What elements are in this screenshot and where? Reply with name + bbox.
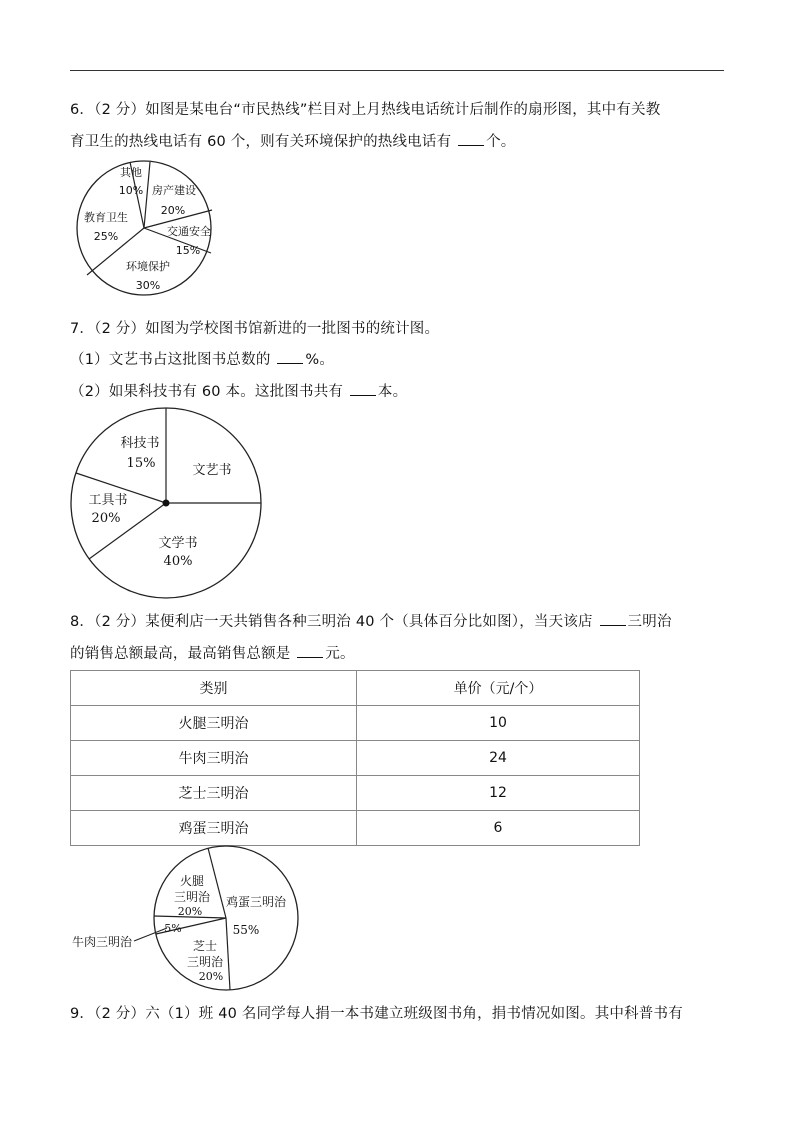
q8-pie-divider-2 bbox=[226, 918, 230, 990]
table-row bbox=[71, 811, 640, 846]
q7-text-line1: 7．（2 分）如图为学校图书馆新进的一批图书的统计图。 bbox=[70, 321, 440, 337]
q6-label-other: 其他 bbox=[120, 166, 142, 179]
q8-pie-divider-1 bbox=[208, 848, 226, 918]
table-cell-price: 10 bbox=[357, 706, 640, 741]
q8-label-ham-1: 火腿 bbox=[179, 874, 205, 888]
table-cell-price: 24 bbox=[357, 741, 640, 776]
q7-sub1 bbox=[70, 348, 334, 369]
q7-value-literature: 40% bbox=[163, 554, 193, 569]
table-cell-price: 6 bbox=[357, 811, 640, 846]
table-cell-category: 鸡蛋三明治 bbox=[71, 811, 357, 846]
q8-value-egg: 55% bbox=[232, 923, 260, 937]
q9-text-line1: 9．（2 分）六（1）班 40 名同学每人捐一本书建立班级图书角，捐书情况如图。其中科普书有 bbox=[70, 1006, 683, 1022]
q7-sub2a: （2）如果科技书有 60 本。这批图书共有 bbox=[70, 384, 348, 400]
q8-value-beef: 5% bbox=[164, 922, 182, 935]
q6-text-line2b: 个。 bbox=[486, 134, 516, 150]
q8-label-beef: 牛肉三明治 bbox=[71, 935, 133, 949]
q8-answer-blank-2[interactable] bbox=[297, 645, 323, 658]
q6-value-other: 10% bbox=[118, 184, 144, 197]
table-cell-category: 牛肉三明治 bbox=[71, 741, 357, 776]
q6-pie-chart bbox=[72, 158, 222, 300]
q8-line1a: 8．（2 分）某便利店一天共销售各种三明治 40 个（具体百分比如图），当天该店 bbox=[70, 614, 598, 630]
q8-value-ham: 20% bbox=[177, 905, 203, 918]
q6-pie-divider-2 bbox=[144, 162, 150, 228]
q8-pie-chart bbox=[70, 848, 310, 990]
q8-text-line2 bbox=[70, 642, 355, 663]
q7-value-tools: 20% bbox=[91, 511, 121, 526]
q8-label-egg: 鸡蛋三明治 bbox=[225, 895, 287, 909]
q6-label-education: 教育卫生 bbox=[84, 211, 128, 224]
q6-text-line2 bbox=[70, 130, 515, 151]
q8-price-table bbox=[70, 670, 640, 846]
q7-sub1a: （1）文艺书占这批图书总数的 bbox=[70, 352, 276, 368]
q7-pie-center-dot bbox=[163, 500, 170, 507]
q6-text-line1: 6．（2 分）如图是某电台“市民热线”栏目对上月热线电话统计后制作的扇形图，其中有关教 bbox=[70, 102, 661, 118]
q7-label-arts: 文艺书 bbox=[192, 463, 232, 478]
q8-beef-leader-line bbox=[134, 928, 167, 941]
q7-label-tools: 工具书 bbox=[88, 493, 128, 508]
q8-label-cheese-2: 三明治 bbox=[186, 955, 224, 969]
q8-value-cheese: 20% bbox=[198, 970, 224, 983]
q7-sub2b: 本。 bbox=[377, 384, 408, 400]
q8-line1b: 三明治 bbox=[627, 614, 672, 630]
q7-label-science: 科技书 bbox=[120, 436, 160, 451]
table-cell-category: 火腿三明治 bbox=[71, 706, 357, 741]
table-row bbox=[71, 776, 640, 811]
q7-answer-blank-2[interactable] bbox=[350, 383, 376, 396]
table-row bbox=[71, 706, 640, 741]
table-header-category: 类别 bbox=[71, 671, 357, 706]
q6-value-education: 25% bbox=[93, 230, 119, 243]
q6-value-traffic: 15% bbox=[175, 244, 201, 257]
q8-line2a: 的销售总额最高，最高销售总额是 bbox=[70, 646, 296, 662]
q7-answer-blank-1[interactable] bbox=[277, 351, 303, 364]
q8-line2b: 元。 bbox=[325, 646, 355, 662]
q7-sub1b: %。 bbox=[305, 352, 335, 368]
q8-label-cheese-1: 芝士 bbox=[192, 939, 218, 953]
q7-pie-chart bbox=[70, 410, 264, 604]
q7-value-science: 15% bbox=[126, 456, 156, 471]
q6-answer-blank[interactable] bbox=[458, 133, 484, 146]
q8-text-line1 bbox=[70, 610, 672, 631]
table-header-price: 单价（元/个） bbox=[357, 671, 640, 706]
q8-label-ham-2: 三明治 bbox=[173, 890, 211, 904]
q7-label-literature: 文学书 bbox=[158, 536, 198, 551]
q6-label-environment: 环境保护 bbox=[126, 260, 170, 273]
q6-value-housing: 20% bbox=[160, 204, 186, 217]
table-row bbox=[71, 741, 640, 776]
q6-label-housing: 房产建设 bbox=[152, 184, 196, 197]
table-header-row bbox=[71, 671, 640, 706]
q7-sub2 bbox=[70, 380, 407, 401]
table-cell-price: 12 bbox=[357, 776, 640, 811]
header-rule bbox=[70, 70, 724, 71]
table-cell-category: 芝士三明治 bbox=[71, 776, 357, 811]
q8-answer-blank-1[interactable] bbox=[600, 613, 626, 626]
q6-text-line2a: 育卫生的热线电话有 60 个，则有关环境保护的热线电话有 bbox=[70, 134, 457, 150]
q6-label-traffic: 交通安全 bbox=[167, 225, 211, 238]
q6-value-environment: 30% bbox=[135, 279, 161, 292]
